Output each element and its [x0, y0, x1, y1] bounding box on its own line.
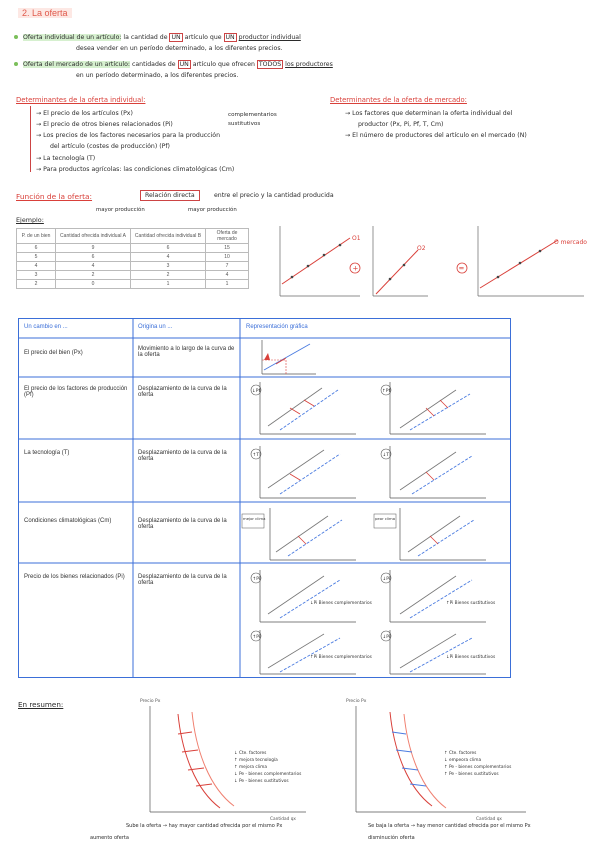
- row-cause: Condiciones climatológicas (Cm): [24, 518, 112, 524]
- tag-label: mejor clima: [243, 516, 266, 521]
- tag-label: ↑T: [252, 453, 260, 458]
- example-label: Ejemplo:: [16, 216, 44, 224]
- mini-supply-graphs: [268, 222, 588, 304]
- graph-clima-mejor: [242, 508, 356, 560]
- determinants-individual-heading: Determinantes de la oferta individual:: [16, 96, 146, 104]
- summary-item: ↓ Cte. factores: [234, 751, 267, 756]
- supply-function-text: entre el precio y la cantidad producida: [214, 192, 334, 199]
- det-item-2: → El precio de otros bienes relacionados (Pi): [36, 121, 173, 128]
- tag-label: peor clima: [375, 516, 396, 521]
- det-item-3b: del artículo (costes de producción) (Pf): [50, 143, 170, 150]
- table-row: 5 6 4 10: [17, 253, 249, 262]
- label-o2: O2: [417, 245, 426, 252]
- summary-note-right: Se baja la oferta → hay menor cantidad ofrecida por el mismo Px: [368, 823, 531, 829]
- det-item-5: → Para productos agrícolas: las condiciones climatológicas (Cm): [36, 166, 235, 173]
- row-cause: La tecnología (T): [24, 450, 70, 456]
- table-row: 6 9 6 15: [17, 244, 249, 253]
- definition-market-cont: en un período determinado, a los diferentes precios.: [76, 72, 239, 79]
- row-effect: Desplazamiento de la curva de la oferta: [138, 574, 227, 586]
- graph-pi-2: [381, 570, 496, 622]
- bullet-icon: [14, 35, 18, 39]
- axis-label: Cantidad qx: [270, 817, 296, 822]
- row-effect: Desplazamiento de la curva de la oferta: [138, 518, 227, 530]
- summary-item: ↑ Cte. factores: [444, 751, 477, 756]
- graph-pi-3: [251, 630, 373, 674]
- row-effect: Desplazamiento de la curva de la oferta: [138, 386, 227, 398]
- schedule-header: Cantidad ofrecida individual A: [56, 229, 131, 244]
- det-item-1: → El precio de los artículos (Px): [36, 110, 133, 117]
- tag-note: ↑Pi Bienes sustitutivos: [446, 601, 496, 606]
- summary-item: ↑ Pe - bienes sustitutivos: [444, 772, 499, 777]
- graph-market: [478, 226, 587, 296]
- axis-label: Precio Px: [346, 699, 367, 704]
- table-row: 4 4 3 7: [17, 262, 249, 271]
- table-row: 2 0 1 1: [17, 280, 249, 289]
- axis-label: Precio Px: [140, 699, 161, 704]
- summary-item: ↑ mejora clima: [234, 765, 267, 770]
- schedule-header: P. de un bien: [17, 229, 56, 244]
- row-cause: El precio del bien (Px): [24, 350, 83, 356]
- row-effect: Movimiento a lo largo de la curva de la oferta: [138, 346, 235, 358]
- summary-graph-left: [120, 694, 310, 824]
- row-cause: Precio de los bienes relacionados (Pi): [24, 574, 125, 580]
- graph-t-down: [381, 446, 486, 498]
- graph-pf-up: [381, 382, 486, 434]
- supply-schedule: [16, 228, 249, 289]
- axis-label: Cantidad qx: [476, 817, 502, 822]
- det-note-sustitutivos: sustitutivos: [228, 121, 261, 127]
- tag-note: ↓Pi Bienes sustitutivos: [446, 655, 496, 660]
- col-header-effect: Origina un ...: [138, 324, 173, 330]
- label-market: O mercado: [554, 239, 587, 246]
- graph-clima-peor: [374, 508, 486, 560]
- summary-item: ↑ mejora tecnología: [234, 758, 278, 763]
- col-header-graph: Representación gráfica: [246, 324, 308, 330]
- definition-market: Oferta del mercado de un artículo: cantidades de UN artículo que ofrecen TODOS los productores: [14, 61, 333, 68]
- graph-pi-1: [251, 570, 373, 622]
- determinants-market-heading: Determinantes de la oferta de mercado:: [330, 96, 467, 104]
- det-note-complementarios: complementarios: [228, 112, 277, 118]
- section-title: 2. La oferta: [18, 8, 72, 18]
- label-o1: O1: [352, 235, 361, 242]
- supply-note-right: mayor producción: [188, 207, 237, 213]
- bullet-icon: [14, 62, 18, 66]
- summary-item: ↑ Pe - bienes complementarios: [444, 765, 512, 770]
- graph-movement: [262, 340, 316, 374]
- tag-note: ↓Pi Bienes complementarios: [310, 601, 372, 606]
- bracket-line: [30, 106, 31, 172]
- graph-pf-down: [251, 382, 356, 434]
- tag-label: ↓Pi: [382, 635, 391, 640]
- row-effect: Desplazamiento de la curva de la oferta: [138, 450, 227, 462]
- summary-item: ↓ Pe - bienes complementarios: [234, 772, 302, 777]
- det-item-4: → La tecnología (T): [36, 155, 96, 162]
- summary-item: ↓ Pe - bienes sustitutivos: [234, 779, 289, 784]
- summary-graph-right: [346, 694, 546, 824]
- change-table: [18, 318, 511, 678]
- market-item-2: → El número de productores del artículo en el mercado (N): [345, 132, 527, 139]
- graph-o2: [373, 226, 428, 296]
- summary-item: ↓ empeora clima: [444, 758, 482, 763]
- row-cause: El precio de los factores de producción (Pf): [24, 386, 128, 398]
- tag-note: ↑Pi Bienes complementarios: [310, 655, 372, 660]
- tag-label: ↑Pf: [382, 389, 391, 394]
- tag-label: ↑Pi: [252, 635, 261, 640]
- definition-individual-cont: desea vender en un período determinado, a los diferentes precios.: [76, 45, 283, 52]
- supply-note-left: mayor producción: [96, 207, 145, 213]
- supply-function-heading: Función de la oferta:: [16, 192, 93, 201]
- table-row: 3 2 2 4: [17, 271, 249, 280]
- schedule-header: Oferta de mercado: [206, 229, 249, 244]
- schedule-header: Cantidad ofrecida individual B: [131, 229, 206, 244]
- summary-heading: En resumen:: [18, 700, 64, 709]
- col-header-cause: Un cambio en ...: [24, 324, 68, 330]
- plus-sign: +: [352, 264, 359, 273]
- summary-note-left: Sube la oferta → hay mayor cantidad ofrecida por el mismo Px: [126, 823, 283, 829]
- tag-label: ↓Pi: [382, 577, 391, 582]
- equals-sign: =: [458, 264, 465, 273]
- tag-label: ↓Pf: [252, 389, 261, 394]
- det-item-3: → Los precios de los factores necesarios para la producción: [36, 132, 220, 139]
- market-item-1: → Los factores que determinan la oferta individual del: [345, 110, 513, 117]
- summary-tag-right: disminución oferta: [368, 835, 415, 841]
- tag-label: ↑Pi: [252, 577, 261, 582]
- relation-box: Relación directa: [140, 190, 200, 201]
- tag-label: ↓T: [382, 453, 390, 458]
- graph-pi-4: [381, 630, 496, 674]
- graph-t-up: [251, 446, 356, 498]
- graph-o1: [280, 226, 361, 296]
- summary-tag-left: aumento oferta: [90, 835, 129, 841]
- market-item-1b: productor (Px, Pi, Pf, T, Cm): [358, 121, 444, 128]
- shift-graphs: [240, 338, 511, 678]
- definition-individual: Oferta individual de un artículo: la cantidad de UN artículo que UN productor individual: [14, 34, 301, 41]
